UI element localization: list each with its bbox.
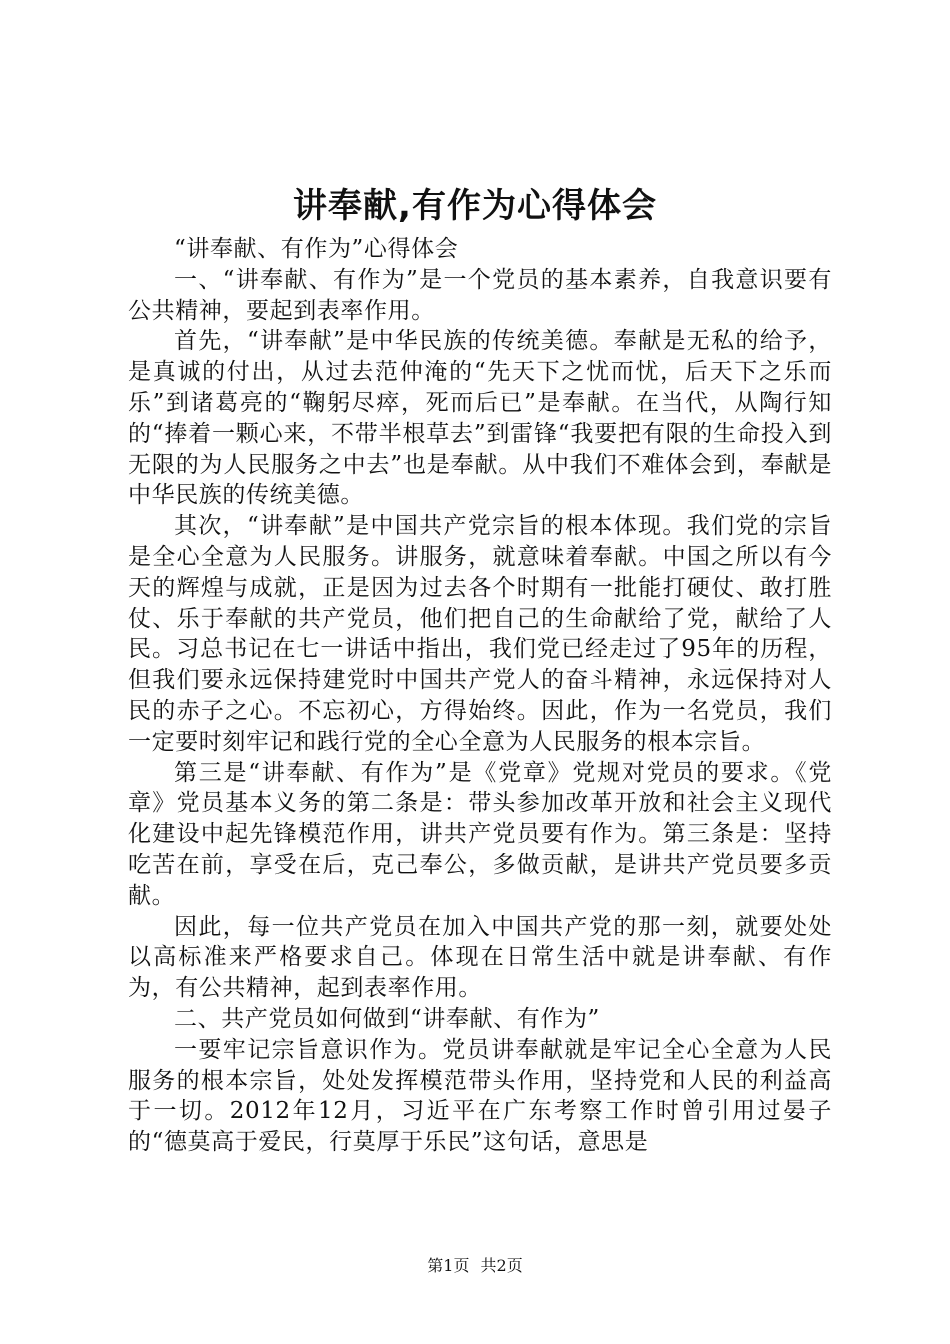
paragraph: 首先，“讲奉献”是中华民族的传统美德。奉献是无私的给予，是真诚的付出，从过去范仲淹的“先天下之忧而忧，后天下之乐而乐”到诸葛亮的“鞠躬尽瘁，死而后已”是奉献。在当代，从陶行知的“捧着一颗心来，不带半根草去”到雷锋“我要把有限的生命投入到无限的为人民服务之中去”也是奉献。从中我们不难体会到，奉献是中华民族的传统美德。: [128, 328, 832, 509]
document-body: [128, 234, 832, 1158]
paragraph: “讲奉献、有作为”心得体会: [174, 236, 459, 262]
page-total: 共2页: [480, 1256, 523, 1275]
page-number: 第1页: [427, 1256, 470, 1275]
paragraph: 因此，每一位共产党员在加入中国共产党的那一刻，就要处处以高标准来严格要求自己。体现在日常生活中就是讲奉献、有作为，有公共精神，起到表率作用。: [128, 913, 832, 1002]
document-title: 讲奉献,有作为心得体会: [293, 186, 657, 226]
paragraph: 其次，“讲奉献”是中国共产党宗旨的根本体现。我们党的宗旨是全心全意为人民服务。讲服务，就意味着奉献。中国之所以有今天的辉煌与成就，正是因为过去各个时期有一批能打硬仗、敢打胜仗、乐于奉献的共产党员，他们把自己的生命献给了党，献给了人民。习总书记在七一讲话中指出，我们党已经走过了95年的历程，但我们要永远保持建党时中国共产党人的奋斗精神，永远保持对人民的赤子之心。不忘初心，方得始终。因此，作为一名党员，我们一定要时刻牢记和践行党的全心全意为人民服务的根本宗旨。: [128, 513, 832, 755]
paragraph: 二、共产党员如何做到“讲奉献、有作为”: [174, 1005, 600, 1032]
paragraph: 一、“讲奉献、有作为”是一个党员的基本素养，自我意识要有公共精神，要起到表率作用。: [128, 266, 832, 324]
paragraph: 第三是“讲奉献、有作为”是《党章》党规对党员的要求。《党章》党员基本义务的第二条是：带头参加改革开放和社会主义现代化建设中起先锋模范作用，讲共产党员要有作为。第三条是：坚持吃苦在前，享受在后，克己奉公，多做贡献，是讲共产党员要多贡献。: [128, 759, 832, 909]
page-footer: [0, 1256, 950, 1276]
paragraph: 一要牢记宗旨意识作为。党员讲奉献就是牢记全心全意为人民服务的根本宗旨，处处发挥模范带头作用，坚持党和人民的利益高于一切。2012年12月，习近平在广东考察工作时曾引用过晏子的“德莫高于爱民，行莫厚于乐民”这句话，意思是: [128, 1036, 832, 1156]
